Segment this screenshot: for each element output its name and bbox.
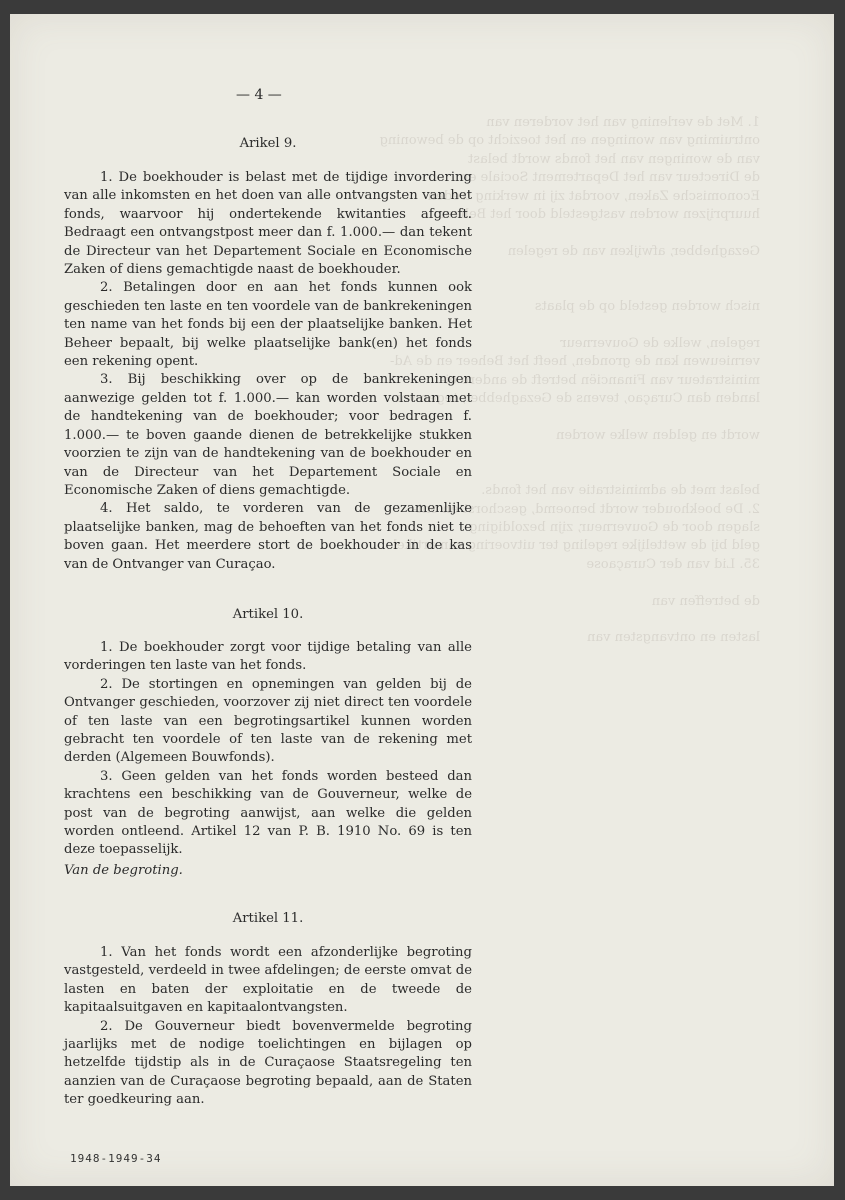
section-subtitle: Van de begroting. — [64, 863, 183, 878]
article-11-paragraph-2: 2. De Gouverneur biedt bovenvermelde begroting jaarlijks met de nodige toelichtingen en bijlagen op hetzelfde tijdstip als in de Curaçaose Staatsregeling ten aanzien van de Curaçaose begroting bepaald, aan de Staten ter goedkeuring aan. — [64, 1018, 472, 1108]
article-10-paragraph-2: 2. De stortingen en opnemingen van gelden bij de Ontvanger geschieden, voorzover zij niet direct ten voordele of ten laste van een begrotingsartikel kunnen worden gebracht ten voordele of ten laste van de rekening met derden (Algemeen Bouwfonds). — [64, 676, 472, 766]
article-10-paragraph-1: 1. De boekhouder zorgt voor tijdige betaling van alle vorderingen ten laste van het fonds. — [64, 640, 472, 674]
page-number: — 4 — — [236, 87, 282, 103]
article-10-heading: Artikel 10. — [232, 607, 304, 622]
article-11-paragraph-1: 1. Van het fonds wordt een afzonderlijke begroting vastgesteld, verdeeld in twee afdelingen; de eerste omvat de lasten en baten der exploitatie en de tweede de kapitaalsuitgaven en kapitaalontvangsten. — [64, 945, 472, 1016]
document-page — [10, 14, 834, 1186]
article-9-paragraph-2: 2. Betalingen door en aan het fonds kunnen ook geschieden ten laste en ten voordele van de bankrekeningen ten name van het fonds bij een der plaatselijke banken. Het Beheer bepaalt, bij welke plaatselijke bank(en) het fonds een rekening opent. — [64, 280, 472, 370]
archive-code: 1948-1949-34 — [70, 1152, 162, 1165]
article-9-body — [64, 169, 472, 574]
article-9-paragraph-1: 1. De boekhouder is belast met de tijdige invordering van alle inkomsten en het doen van alle ontvangsten van het fonds, waarvoor hij ondertekende kwitanties afgeeft. Bedraagt een ontvangstpost meer dan f. 1.000.— dan tekent de Directeur van het Departement Sociale en Economische Zaken of diens gemachtigde naast de boekhouder. — [64, 170, 472, 278]
article-11-heading: Artikel 11. — [232, 911, 304, 926]
reverse-side-bleed-through: 1. Met de verlening van het vorderen van ontruiming van woningen en het toezicht op de bewoning van de woningen van het fonds wordt belast de Directeur van het Departement Sociale en Economische Zaken, voordat zij in werking treden huurprijzen worden vastgesteld door het Beheer Gezaghebber, afwijken van de regelen nisch worden gesteld op de plaats regelen, welke de Gouverneur vernieuwen kan de gronden, heeft het Beheer en de Ad- ministrateur van Financiën betreft de andere ei- landen dan Curaçao, tevens de Gezaghebber, tegen vor- wordt en gelden welke worden belast met de administratie van het fonds. 2. De boekhouder wordt benoemd, geschorst en ont- slagen door de Gouverneur, zijn bezoldiging geld bij de wettelijke regeling ter uitvoering van artikel 35. Lid van der Curaçaose de betreffen van lasten en ontvangsten van — [379, 115, 760, 646]
article-10-body — [64, 639, 472, 860]
article-10-paragraph-3: 3. Geen gelden van het fonds worden besteed dan krachtens een beschikking van de Gouverneur, welke de post van de begroting aanwijst, aan welke die gelden worden ontleend. Artikel 12 van P. B. 1910 No. 69 is ten deze toepasselijk. — [64, 768, 472, 858]
article-9-paragraph-4: 4. Het saldo, te vorderen van de gezamenlijke plaatselijke banken, mag de behoeften van het fonds niet te boven gaan. Het meerdere stort de boekhouder in de kas van de Ontvanger van Curaçao. — [64, 501, 472, 572]
article-11-body — [64, 944, 472, 1110]
article-9-paragraph-3: 3. Bij beschikking over op de bankrekeningen aanwezige gelden tot f. 1.000.— kan worden volstaan met de handtekening van de boekhouder; voor bedragen f. 1.000.— te boven gaande dienen de betrekkelijke stukken voorzien te zijn van de handtekening van de boekhouder en van de Directeur van het Departement Sociale en Economische Zaken of diens gemachtigde. — [64, 372, 472, 498]
article-9-heading: Arikel 9. — [239, 136, 297, 151]
